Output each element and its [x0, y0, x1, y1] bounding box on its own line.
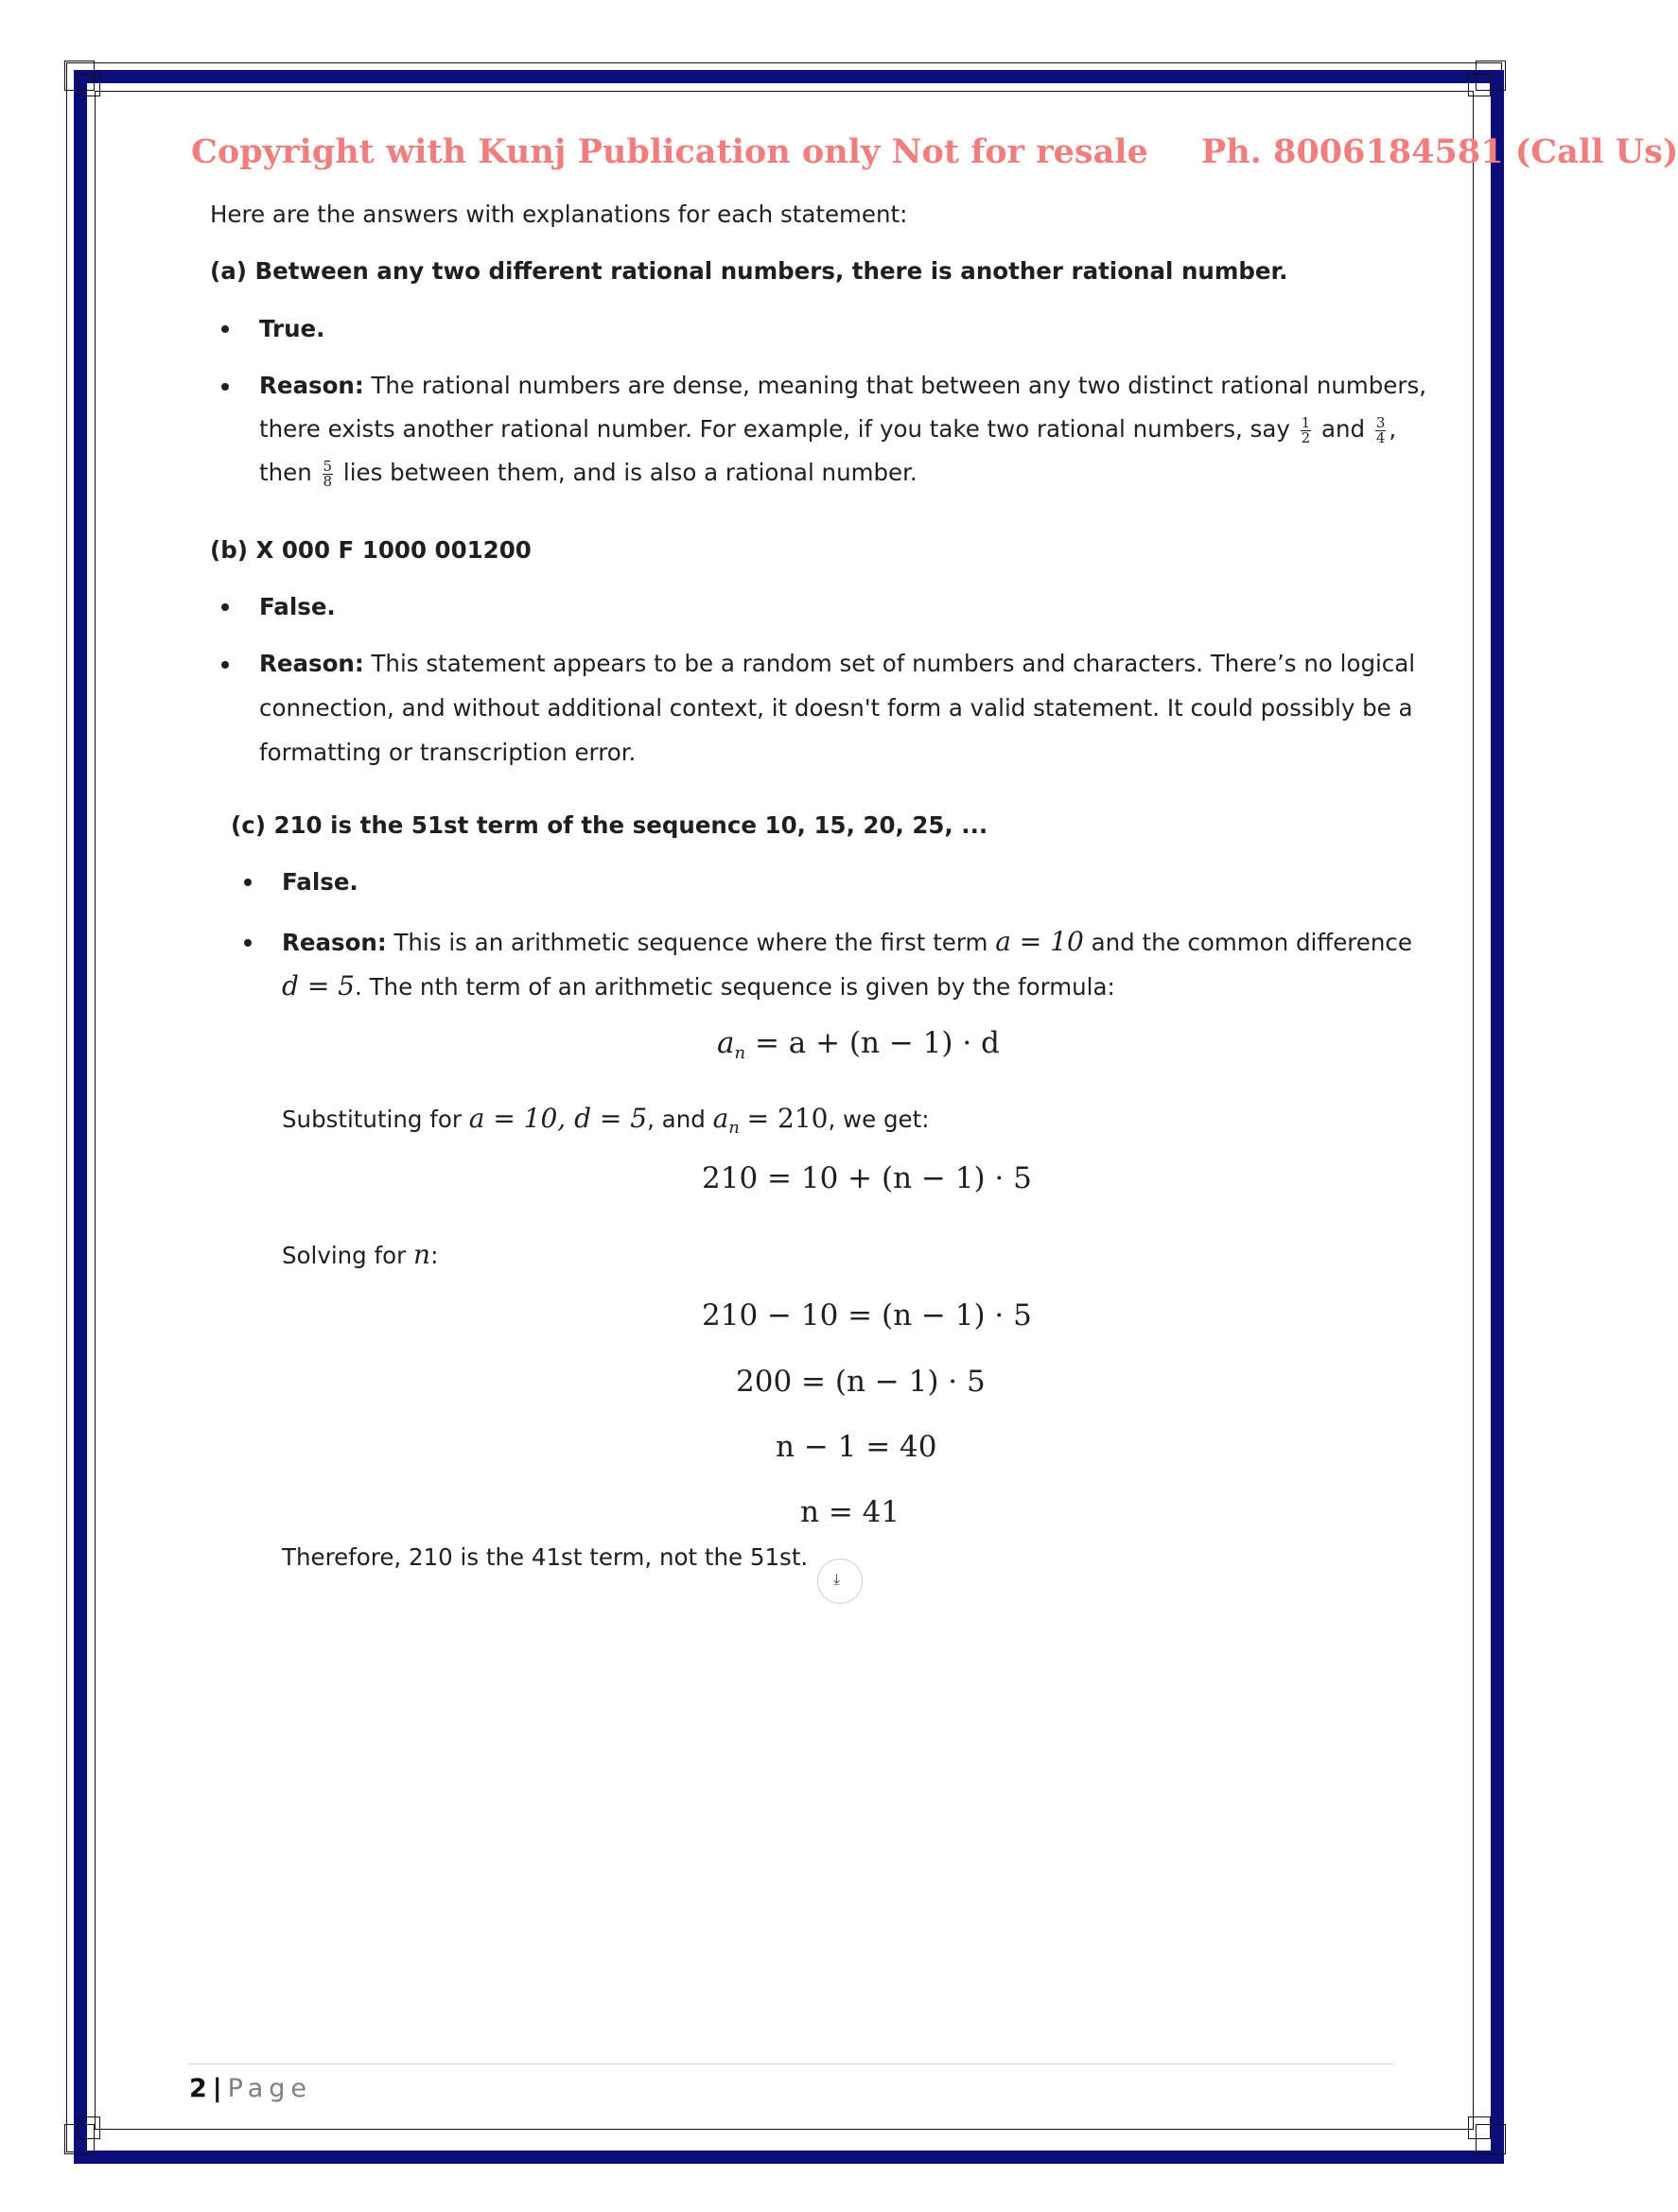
fraction-five-eighths: $\frac{5}{8}$: [323, 457, 333, 490]
section-c-verdict: False.: [282, 868, 358, 896]
section-a-verdict: True.: [259, 315, 325, 342]
fraction-one-half: $\frac{1}{2}$: [1301, 413, 1311, 446]
section-c-reason-line2: [282, 970, 1115, 1003]
page-number: 2: [189, 2074, 207, 2103]
bullet: [221, 383, 229, 391]
section-a-reason-line2: there exists another rational number. For example, if you take two rational numbers, say $\frac{1}{2}$ and $\frac{3}{4}$ ,: [259, 413, 1397, 446]
page-word: Page: [227, 2074, 313, 2103]
conclusion-text: Therefore, 210 is the 41st term, not the 51st.: [282, 1543, 809, 1571]
section-b-heading: (b) X 000 F 1000 001200: [210, 536, 532, 564]
page-footer: [189, 2074, 312, 2103]
corner-ornament-bottom-left: [64, 2115, 104, 2154]
reason-text: and the common difference: [1091, 929, 1412, 956]
copyright-header: [191, 132, 1678, 171]
math-common-difference: d = 5: [282, 970, 355, 1001]
reason-text: there exists another rational number. For example, if you take two rational numbers, say: [259, 415, 1290, 443]
bullet: [221, 603, 229, 611]
reason-text: The rational numbers are dense, meaning that between any two distinct rational numbers,: [371, 372, 1426, 399]
intro-text: Here are the answers with explanations for each statement:: [210, 200, 908, 228]
section-b-reason-line2: connection, and without additional context, it doesn't form a valid statement. It could possibly be a: [259, 694, 1413, 722]
math-first-term: a = 10: [995, 926, 1084, 957]
reason-text: . The nth term of an arithmetic sequence is given by the formula:: [355, 973, 1115, 1001]
reason-label: Reason:: [259, 650, 364, 677]
reason-text: This is an arithmetic sequence where the first term: [393, 929, 988, 956]
solving-line: Solving for n:: [282, 1239, 439, 1270]
and-word: and: [1320, 415, 1366, 443]
section-c-reason-line1: [282, 926, 1412, 959]
section-a-reason-line1: [259, 370, 1426, 402]
then-word: then: [259, 459, 312, 486]
corner-ornament-bottom-right: [1466, 2115, 1506, 2154]
formula-nth-term: $a_n = a + (n - 1) \cdot d$: [717, 1026, 1000, 1063]
copy-button[interactable]: [817, 1553, 865, 1600]
reason-label: Reason:: [259, 372, 364, 399]
equation-2: 210 − 10 = (n − 1) · 5: [702, 1298, 1032, 1332]
section-a-reason-line3: [259, 457, 918, 489]
section-b-verdict: False.: [259, 593, 336, 620]
reason-label: Reason:: [282, 929, 387, 956]
equation-3: 200 = (n − 1) · 5: [736, 1365, 986, 1399]
phone-text: Ph. 8006184581 (Call Us): [1200, 132, 1678, 171]
bullet: [221, 325, 229, 333]
section-b-reason-line1: [259, 648, 1415, 680]
copy-icon: ⤓: [833, 1570, 841, 1588]
substitution-line: Substituting for a = 10, d = 5, and $a_n = 210$, we get:: [282, 1103, 930, 1138]
corner-ornament-top-right: [1466, 61, 1506, 100]
bullet: [244, 879, 252, 886]
equation-4: n − 1 = 40: [776, 1430, 937, 1464]
section-c-heading: (c) 210 is the 51st term of the sequence 10, 15, 20, 25, ...: [231, 811, 988, 839]
copyright-text: Copyright with Kunj Publication only Not for resale: [191, 132, 1148, 171]
reason-text: This statement appears to be a random set of numbers and characters. There’s no logical: [371, 650, 1416, 677]
footer-separator: |: [212, 2074, 222, 2103]
bullet: [221, 661, 229, 669]
fraction-three-quarters: $\frac{3}{4}$: [1375, 413, 1386, 446]
equation-1: 210 = 10 + (n − 1) · 5: [702, 1161, 1032, 1195]
bullet: [244, 939, 252, 947]
equation-5: n = 41: [800, 1495, 900, 1529]
reason-text: lies between them, and is also a rational number.: [342, 459, 918, 486]
section-a-heading: (a) Between any two different rational numbers, there is another rational number.: [210, 257, 1288, 285]
math-substitution: a = 10, d = 5: [468, 1103, 648, 1134]
section-b-reason-line3: formatting or transcription error.: [259, 739, 637, 766]
corner-ornament-top-left: [64, 61, 104, 100]
